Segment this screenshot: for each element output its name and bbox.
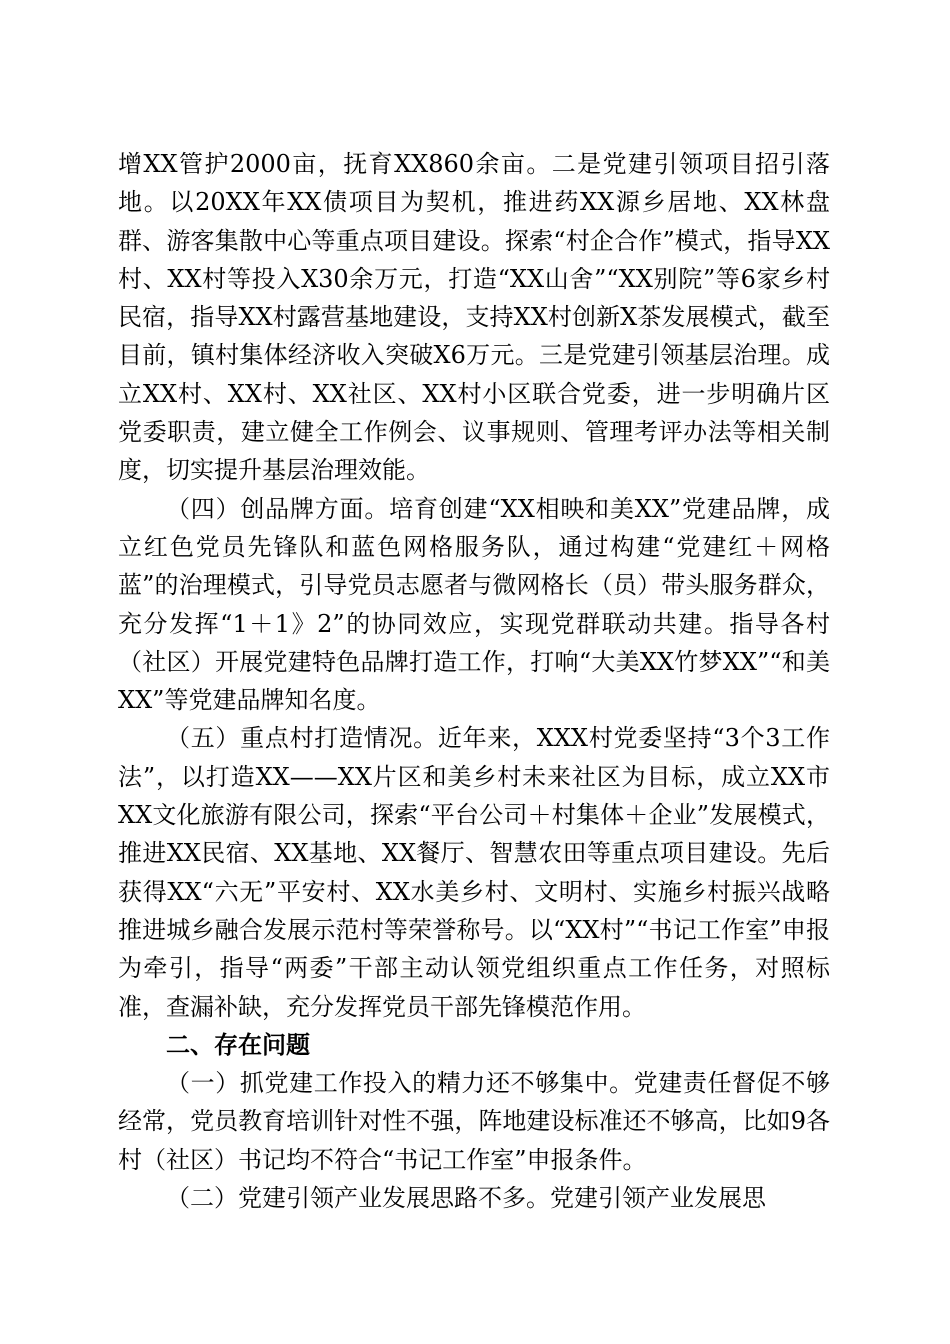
paragraph-problem-2: （二）党建引领产业发展思路不多。党建引领产业发展思 <box>166 1184 766 1213</box>
paragraph-continued: 增XX管护2000亩，抚育XX860余亩。二是党建引领项目招引落地。以20XX年XX债项目为契机，推进药XX源乡居地、XX林盘群、游客集散中心等重点项目建设。探索“村企合作”模式，指导XX村、XX村等投入X30余万元，打造“XX山舍”“XX别院”等6家乡村民宿，指导XX村露营基地建设，支持XX村创新X茶发展模式，截至目前，镇村集体经济收入突破X6万元。三是党建引领基层治理。成立XX村、XX村、XX社区、XX村小区联合党委，进一步明确片区党委职责，建立健全工作例会、议事规则、管理考评办法等相关制度，切实提升基层治理效能。 <box>118 150 830 485</box>
section-heading: 二、存在问题 <box>166 1030 310 1059</box>
paragraph-brand: （四）创品牌方面。培育创建“XX相映和美XX”党建品牌，成立红色党员先锋队和蓝色网格服务队，通过构建“党建红＋网格蓝”的治理模式，引导党员志愿者与微网格长（员）带头服务群众，充分发挥“1＋1》2”的协同效应，实现党群联动共建。指导各村（社区）开展党建特色品牌打造工作，打响“大美XX竹梦XX”“和美XX”等党建品牌知名度。 <box>118 494 830 715</box>
paragraph-problem-1: （一）抓党建工作投入的精力还不够集中。党建责任督促不够经常，党员教育培训针对性不强，阵地建设标准还不够高，比如9各村（社区）书记均不符合“书记工作室”申报条件。 <box>118 1069 830 1174</box>
document-page <box>118 145 830 1217</box>
paragraph-key-village: （五）重点村打造情况。近年来，XXX村党委坚持“3个3工作法”，以打造XX——XX片区和美乡村未来社区为目标，成立XX市XX文化旅游有限公司，探索“平台公司＋村集体＋企业”发展模式，推进XX民宿、XX基地、XX餐厅、智慧农田等重点项目建设。先后获得XX“六无”平安村、XX水美乡村、文明村、实施乡村振兴战略推进城乡融合发展示范村等荣誉称号。以“XX村”“书记工作室”申报为牵引，指导“两委”干部主动认领党组织重点工作任务，对照标准，查漏补缺，充分发挥党员干部先锋模范作用。 <box>118 724 830 1021</box>
